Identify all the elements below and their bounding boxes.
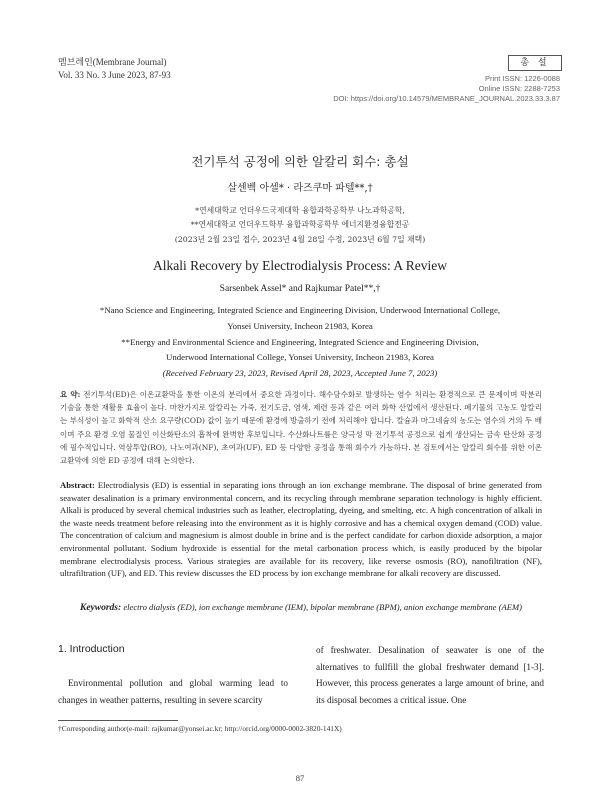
doi-link[interactable]: DOI: https://doi.org/10.14579/MEMBRANE_JOURNAL.2023.33.3.87 — [333, 94, 560, 103]
issn-info — [333, 74, 560, 104]
keywords — [80, 601, 542, 614]
english-affiliation-2: Yonsei University, Incheon 21983, Korea — [227, 321, 373, 331]
korean-title: 전기투석 공정에 의한 알칼리 회수: 총설 — [191, 154, 409, 169]
footnote-divider — [58, 720, 178, 721]
section-heading-introduction: 1. Introduction — [58, 643, 125, 655]
english-affiliation-4: Underwood International College, Yonsei University, Incheon 21983, Korea — [166, 352, 434, 362]
english-authors: Sarsenbek Assel* and Rajkumar Patel**,† — [219, 284, 381, 294]
keywords-label: Keywords: — [80, 603, 122, 613]
korean-dates: (2023년 2월 23일 접수, 2023년 4월 28일 수정, 2023년 6월 7일 채택) — [174, 235, 426, 244]
online-issn: Online ISSN: 2288-7253 — [478, 84, 560, 93]
korean-abstract — [60, 388, 542, 467]
korean-affiliation-1: *연세대학교 언더우드국제대학 융합과학공학부 나노과학공학, — [195, 206, 405, 215]
korean-abstract-label: 요 약: — [60, 390, 81, 399]
introduction-left-column: Environmental pollution and global warming lead to changes in weather patterns, resulting in severe scarcity — [58, 678, 288, 705]
english-affiliation-1: *Nano Science and Engineering, Integrated Science and Engineering Division, Underwood International College, — [99, 305, 501, 315]
keywords-text: electro dialysis (ED), ion exchange membrane (IEM), bipolar membrane (BPM), anion exchange membrane (AEM) — [123, 602, 523, 612]
korean-authors: 살센벡 아셀* · 라즈쿠마 파텔**,† — [227, 183, 373, 194]
english-affiliation-3: **Energy and Environmental Science and Engineering, Integrated Science and Engineering Division, — [121, 337, 479, 347]
volume-info: Vol. 33 No. 3 June 2023, 87-93 — [58, 70, 171, 80]
korean-affiliation-2: **연세대학교 언더우드학부 융합과학공학부 에너지환경융합전공 — [190, 220, 410, 229]
english-abstract-text: Electrodialysis (ED) is essential in separating ions through an ion exchange membrane. The disposal of brine generated from seawater desalination is a primary environmental concern, and its recycling through membrane separation technology is highly efficient. Alkali is produced by several chemical industries such as leather, electroplating, dyeing, and smelting, etc. A high concentration of alkali in the waste needs treatment before releasing into the environment as it is highly corrosive and has a chemical oxygen demand (COD) value. The concentration of calcium and magnesium is almost double in brine and is the perfect candidate for carbon dioxide adsorption, a major environmental pollutant. Sodium hydroxide is essential for the metal carbonation process which, is easily produced by the bipolar membrane electrodialysis process. Various strategies are available for its recovery, like reverse osmosis (RO), nanofiltration (NF), ultrafiltration (UF), and ED. This review discusses the ED process by ion exchange membrane for alkali recovery are discussed. — [60, 480, 542, 579]
print-issn: Print ISSN: 1226-0088 — [484, 74, 560, 83]
korean-abstract-text: 전기투석(ED)은 이온교환막을 통한 이온의 분리에서 중요한 과정이다. 해수담수화로 발생하는 염수 처리는 환경적으로 큰 문제이며 막분리 기술을 통한 재활용 효율이 높다. 마찬가지로 알칼리는 가죽, 전기도금, 염색, 제련 등과 같은 여러 화학 산업에서 생산된다. 폐기물의 고농도 알칼리는 부식성이 높고 화학적 산소 요구량(COD) 값이 높기 때문에 환경에 방출하기 전에 처리해야 합니다. 칼슘과 마그네슘의 농도는 염수의 거의 두 배이며 주요 환경 오염 물질인 이산화탄소의 흡착에 완벽한 후보입니다. 수산화나트륨은 양극성 막 전기투석 공정으로 쉽게 생산되는 금속 탄산화 공정에 필수적입니다. 역삼투압(RO), 나노여과(NF), 초여과(UF), ED 등 다양한 공정을 통해 회수가 가능하다. 본 검토에서는 알칼리 회수를 위한 이온교환막에 의한 ED 공정에 대해 논의한다. — [60, 390, 543, 466]
english-dates: (Received February 23, 2023, Revised April 28, 2023, Accepted June 7, 2023) — [162, 368, 438, 378]
page-number: 87 — [295, 773, 305, 783]
journal-info — [58, 56, 171, 82]
english-abstract-label: Abstract: — [60, 480, 95, 490]
article-type-badge: 총 설 — [508, 55, 562, 71]
english-title: Alkali Recovery by Electrodialysis Process: A Review — [153, 258, 447, 273]
english-abstract — [60, 479, 542, 580]
corresponding-author-footnote: †Corresponding author(e-mail: rajkumar@yonsei.ac.kr; http://orcid.org/0000-0002-3820-141X) — [58, 724, 342, 733]
introduction-right-column: of freshwater. Desalination of seawater is one of the alternatives to fullfill the global freshwater demand [1-3]. However, this process generates a large amount of brine, and its disposal becomes a critical issue. One — [316, 645, 544, 705]
journal-name: 멤브레인(Membrane Journal) — [58, 57, 167, 67]
